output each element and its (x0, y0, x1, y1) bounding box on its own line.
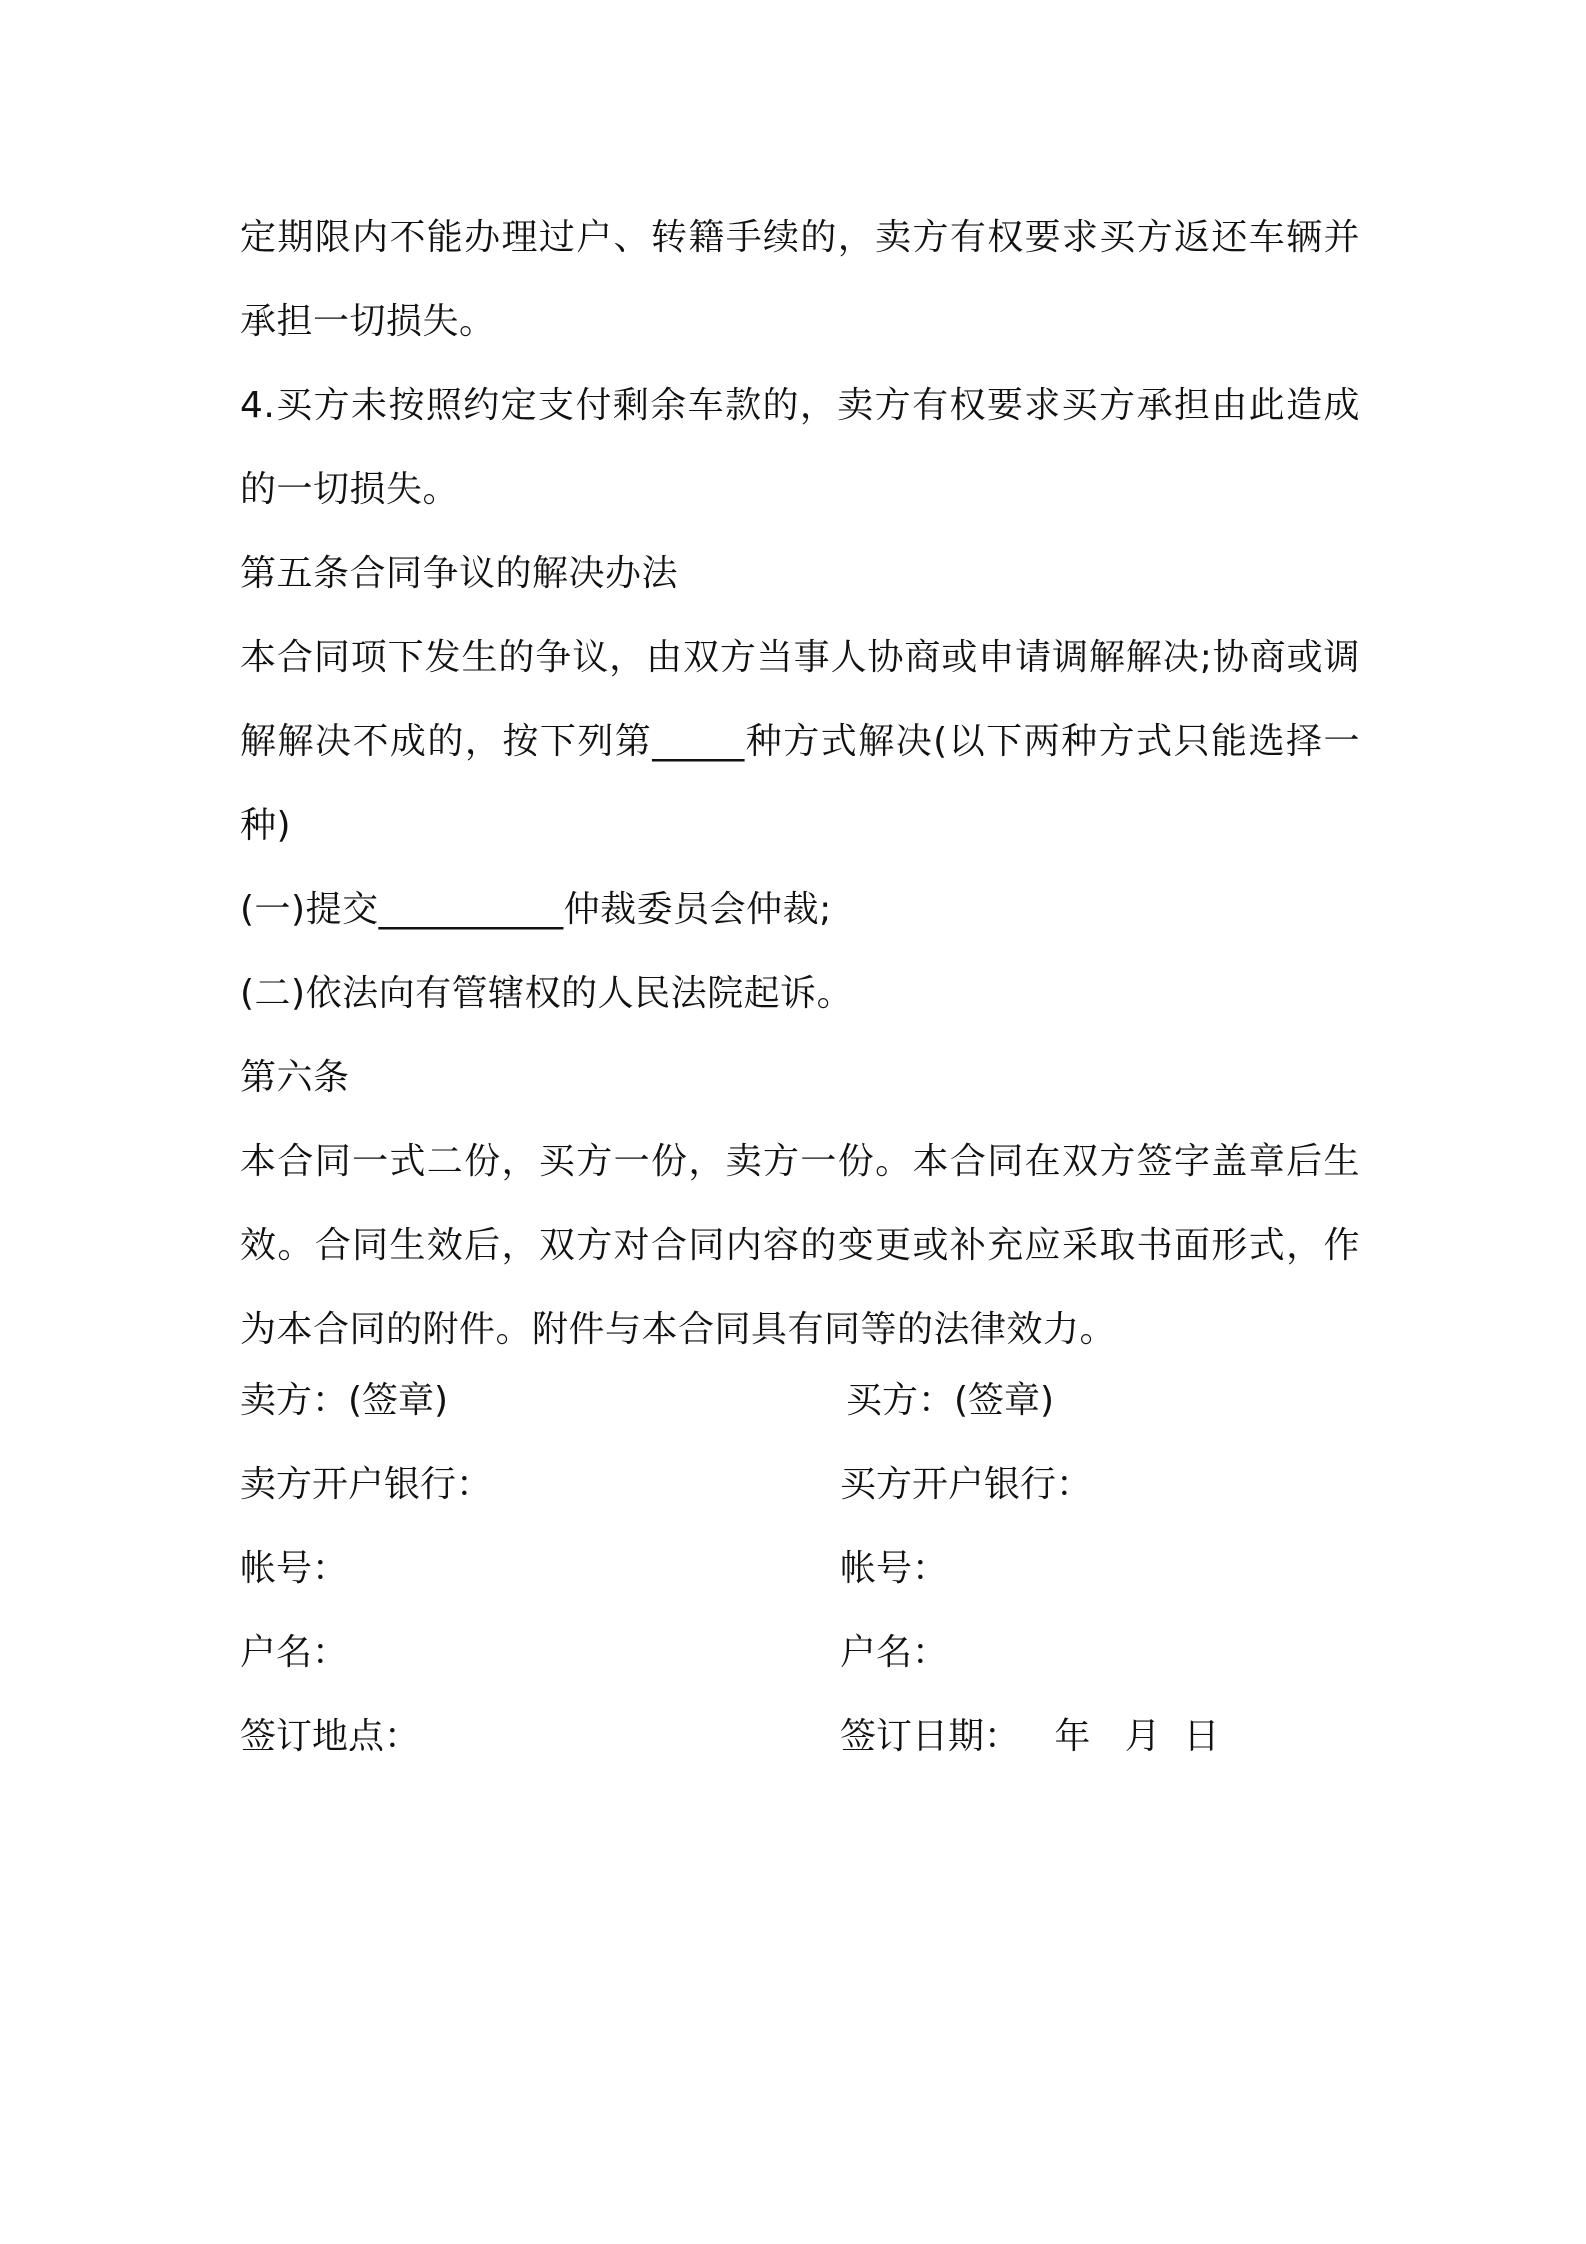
signature-row-place-date (240, 1695, 1360, 1779)
buyer-bank-label: 买方开户银行： (840, 1464, 1093, 1505)
seller-seal-label: 卖方：(签章) (240, 1380, 449, 1421)
signature-row-account-name (240, 1611, 1360, 1695)
signing-place-label: 签订地点： (240, 1716, 421, 1757)
signature-row-seal (240, 1359, 1360, 1443)
paragraph-copies-and-effect: 本合同一式二份，买方一份，卖方一份。本合同在双方签字盖章后生效。合同生效后，双方对合同内容的变更或补充应采取书面形式，作为本合同的附件。附件与本合同具有同等的法律效力。 (240, 1141, 1360, 1350)
option-litigation: (二)依法向有管辖权的人民法院起诉。 (240, 973, 854, 1014)
buyer-seal-label: 买方：(签章) (846, 1380, 1055, 1421)
seller-account-name-label: 户名： (240, 1632, 349, 1673)
seller-account-label: 帐号： (240, 1548, 349, 1589)
paragraph-remaining-payment-clause: 4.买方未按照约定支付剩余车款的，卖方有权要求买方承担由此造成的一切损失。 (240, 385, 1360, 510)
signature-block (240, 1359, 1360, 1779)
signature-row-bank (240, 1443, 1360, 1527)
heading-article-six: 第六条 (240, 1057, 350, 1098)
option-arbitration: (一)提交__________仲裁委员会仲裁; (240, 889, 832, 930)
heading-article-five: 第五条合同争议的解决办法 (240, 553, 679, 594)
paragraph-transfer-clause: 定期限内不能办理过户、转籍手续的，卖方有权要求买方返还车辆并承担一切损失。 (240, 217, 1360, 342)
seller-bank-label: 卖方开户银行： (240, 1464, 493, 1505)
signing-date-label: 签订日期： 年 月 日 (840, 1716, 1220, 1757)
contract-body (240, 196, 1360, 1372)
buyer-account-label: 帐号： (840, 1548, 949, 1589)
paragraph-dispute-resolution: 本合同项下发生的争议，由双方当事人协商或申请调解解决;协商或调解解决不成的，按下列第_____种方式解决(以下两种方式只能选择一种) (240, 637, 1360, 846)
signature-row-account (240, 1527, 1360, 1611)
buyer-account-name-label: 户名： (840, 1632, 949, 1673)
